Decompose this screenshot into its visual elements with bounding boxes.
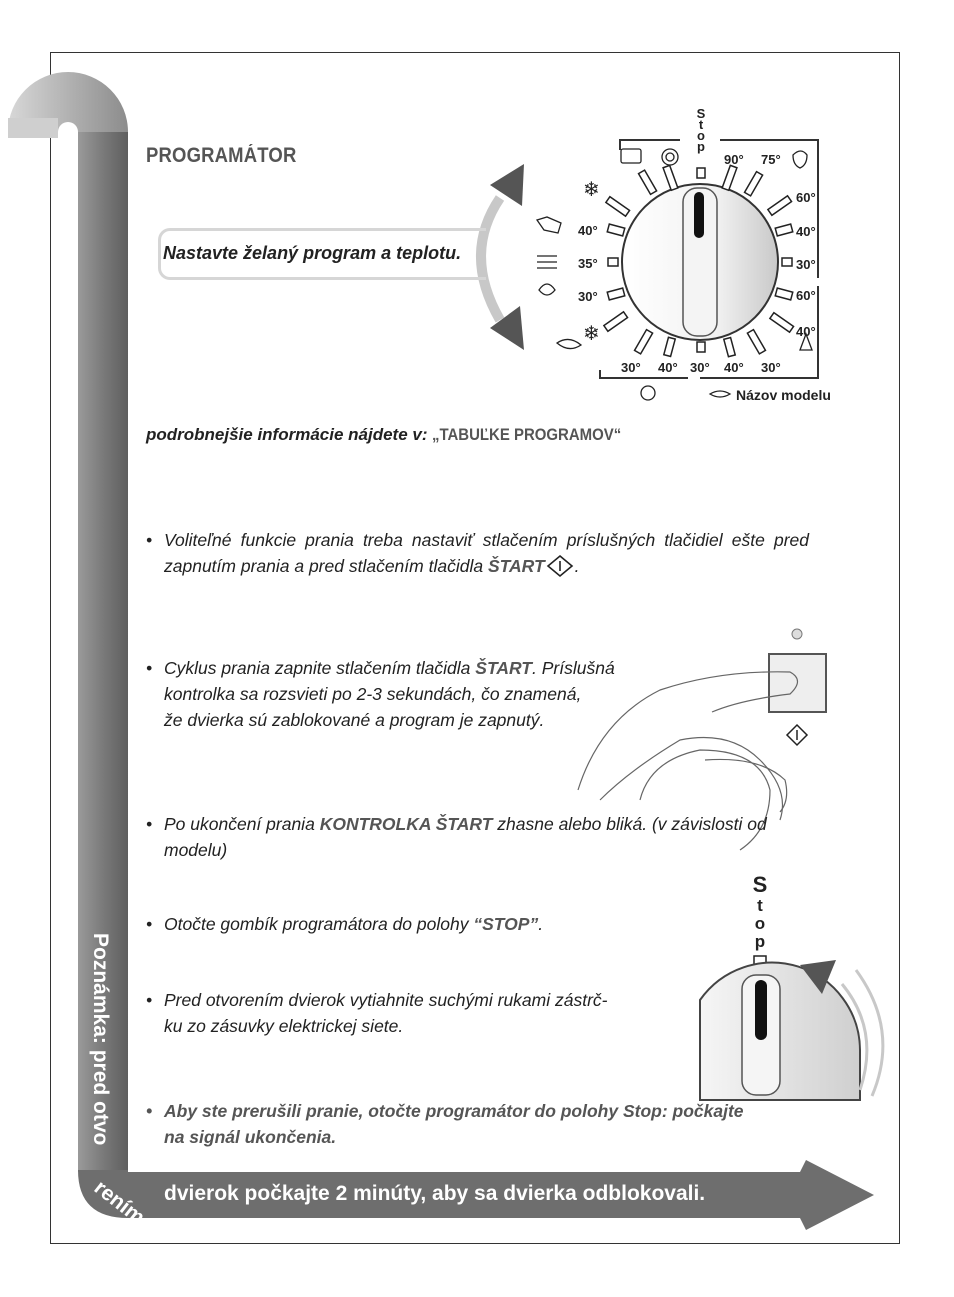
temp-label: 30°	[578, 289, 598, 304]
section-title: PROGRAMÁTOR	[146, 144, 297, 167]
temp-label: 30°	[796, 257, 816, 272]
dial-stop-label: S t o p	[696, 106, 706, 154]
start-lamp	[792, 629, 802, 639]
note-curl-text: rením	[89, 1176, 150, 1230]
start-icon	[787, 725, 807, 745]
temp-label: 40°	[658, 360, 678, 375]
start-icon	[545, 554, 575, 578]
snowflake-icon-1: ❄	[583, 179, 600, 201]
temp-label: 40°	[796, 224, 816, 239]
list-item: • Otočte gombík programátora do polohy “STOP”.	[146, 914, 544, 934]
list-item: • Aby ste prerušili pranie, otočte programátor do polohy Stop: počkajte na signál ukončenia.	[146, 1101, 744, 1147]
temp-label: 90°	[724, 152, 744, 167]
snowflake-icon-2: ❄	[583, 323, 600, 345]
more-info: podrobnejšie informácie nájdete v: „TABUĽKE PROGRAMOV“	[146, 425, 622, 444]
stop-label: “STOP”	[473, 914, 539, 934]
list-item: • Pred otvorením dvierok vytiahnite suchými rukami zástrč- ku zo zásuvky elektrickej siete.	[146, 990, 608, 1036]
temp-label: 75°	[761, 152, 781, 167]
stop-label-big: S t o p	[752, 872, 768, 951]
temp-label: 60°	[796, 288, 816, 303]
list-item: • Voliteľné funkcie prania treba nastaviť stlačením príslušných tlačidiel ešte pred zapnutím prania a pred stlačením tlačidla ŠTART .	[146, 530, 809, 576]
temp-label: 60°	[796, 190, 816, 205]
temp-label: 40°	[724, 360, 744, 375]
temp-label: 30°	[690, 360, 710, 375]
note-horizontal-text: dvierok počkajte 2 minúty, aby sa dvierka odblokovali.	[164, 1182, 706, 1205]
start-label: ŠTART	[475, 658, 532, 678]
list-item: • Cyklus prania zapnite stlačením tlačidla ŠTART. Príslušná kontrolka sa rozsvieti po 2-3 sekundách, čo znamená, že dvierka sú zablokované a program je zapnutý.	[146, 658, 615, 730]
model-name-label: Názov modelu	[736, 387, 831, 403]
temp-label: 30°	[621, 360, 641, 375]
note-vertical-text: Poznámka: pred otvo	[89, 933, 112, 1146]
dial-indicator	[694, 192, 704, 238]
start-lamp-label: KONTROLKA ŠTART	[319, 814, 493, 834]
temp-label: 40°	[796, 324, 816, 339]
list-item: • Po ukončení prania KONTROLKA ŠTART zhasne alebo bliká. (v závislosti od modelu)	[146, 814, 767, 860]
band-top-cap	[8, 118, 58, 138]
temp-label: 30°	[761, 360, 781, 375]
program-table-reference: „TABUĽKE PROGRAMOV“	[432, 425, 622, 444]
temp-label: 35°	[578, 256, 598, 271]
instruction-text: Nastavte želaný program a teplotu.	[163, 243, 462, 263]
start-label: ŠTART	[487, 556, 545, 576]
temp-label: 40°	[578, 223, 598, 238]
stop-knob-indicator	[755, 980, 767, 1040]
